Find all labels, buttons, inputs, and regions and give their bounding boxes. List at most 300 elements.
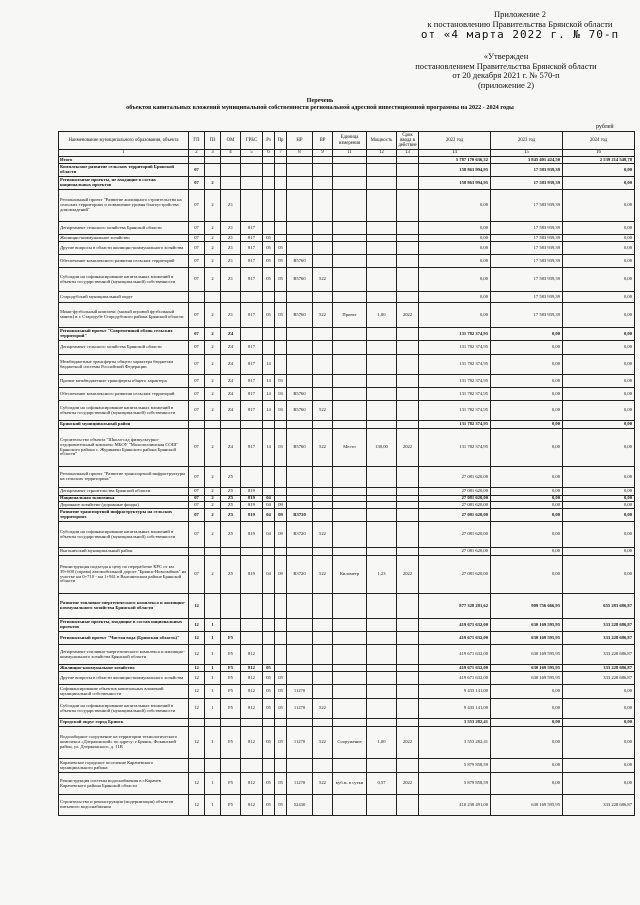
table-cell: [205, 719, 221, 727]
table-row: [59, 328, 635, 341]
table-cell: 1: [205, 632, 221, 645]
table-cell: [221, 594, 241, 619]
table-cell: 1,00: [367, 727, 397, 759]
table-cell: [275, 157, 287, 164]
table-cell: 1: [205, 795, 221, 816]
table-cell: 2022: [397, 556, 419, 594]
table-cell: [189, 759, 205, 773]
table-cell: [287, 665, 313, 672]
table-cell: [313, 235, 333, 242]
table-cell: [397, 242, 419, 255]
table-cell: 12: [189, 795, 205, 816]
table-cell: 0,00: [419, 268, 491, 292]
table-row: [59, 177, 635, 190]
table-cell: Z4: [221, 388, 241, 401]
table-cell: [397, 355, 419, 375]
table-row: [59, 619, 635, 632]
table-cell: [397, 502, 419, 509]
table-cell: 17 583 939,39: [491, 255, 563, 268]
table-cell: 2: [205, 388, 221, 401]
table-cell: 817: [241, 303, 263, 328]
table-cell: 522: [313, 727, 333, 759]
row-name-cell: Реконструкция системы водоснабжения в г.Карачев Карачевского района Брянской области: [59, 773, 189, 795]
approved-line: постановлением Правительства Брянской области: [415, 60, 597, 71]
table-cell: [333, 594, 367, 619]
row-name-cell: Субсидии на софинансирование капитальных вложений в объекты государственной (муниципальной) собственности: [59, 268, 189, 292]
row-name-cell: Департамент топливно-энергетического комплекса и жилищно-коммунального хозяйства Брянской области: [59, 645, 189, 665]
table-cell: [333, 467, 367, 488]
table-cell: 12: [189, 727, 205, 759]
appendix-line: от «4 марта 2022 г. № 70-п: [420, 28, 620, 42]
table-cell: 05: [263, 242, 275, 255]
column-number: 9: [313, 150, 333, 157]
table-cell: 817: [241, 375, 263, 388]
table-cell: 1,23: [367, 556, 397, 594]
row-name-cell: Субсидии на софинансирование капитальных вложений в объекты государственной (муниципальной) собственности: [59, 699, 189, 719]
appendix-line: Приложение 2: [494, 9, 546, 19]
table-cell: F5: [221, 645, 241, 665]
table-cell: [287, 594, 313, 619]
table-cell: 0,00: [491, 727, 563, 759]
table-cell: [263, 328, 275, 341]
table-cell: 07: [189, 177, 205, 190]
table-cell: [221, 421, 241, 429]
table-cell: 0,00: [563, 235, 635, 242]
table-cell: 522: [313, 401, 333, 421]
row-name-cell: Строительство объекта "Школа-сад физкультурно-оздоровительный комплекс МБОУ "Малополпинская СОШ" Брянского района с. Журиничи Брянского района Брянской области": [59, 429, 189, 467]
table-cell: 2: [205, 467, 221, 488]
table-cell: [397, 328, 419, 341]
row-name-cell: Другие вопросы в области жилищно-коммунального хозяйства: [59, 242, 189, 255]
table-cell: [333, 421, 367, 429]
table-cell: [333, 795, 367, 816]
table-cell: 07: [189, 164, 205, 177]
table-cell: [367, 341, 397, 355]
table-cell: 5 879 858,59: [419, 759, 491, 773]
table-cell: 2: [205, 222, 221, 235]
table-cell: [333, 488, 367, 496]
table-cell: 0,00: [491, 341, 563, 355]
table-cell: [397, 719, 419, 727]
table-cell: [313, 388, 333, 401]
table-cell: [367, 672, 397, 685]
table-cell: 817: [241, 268, 263, 292]
column-header: Срок ввода в действие: [398, 132, 417, 149]
table-cell: 522: [313, 522, 333, 548]
table-cell: 12: [189, 699, 205, 719]
table-cell: 812: [241, 699, 263, 719]
table-cell: F5: [221, 699, 241, 719]
table-cell: 2: [205, 429, 221, 467]
table-cell: [367, 488, 397, 496]
table-cell: [221, 548, 241, 556]
table-row: [59, 421, 635, 429]
table-cell: R5760: [287, 401, 313, 421]
table-cell: 0,00: [491, 502, 563, 509]
table-cell: [313, 341, 333, 355]
table-row: [59, 235, 635, 242]
table-cell: R3720: [287, 556, 313, 594]
table-cell: 17 583 939,39: [491, 292, 563, 303]
table-cell: [367, 375, 397, 388]
table-cell: [221, 292, 241, 303]
row-name-cell: Обеспечение комплексного развития сельских территорий: [59, 255, 189, 268]
table-cell: 27 081 620,00: [419, 467, 491, 488]
table-row: [59, 509, 635, 522]
table-cell: [275, 467, 287, 488]
table-cell: [275, 190, 287, 222]
table-cell: 07: [189, 467, 205, 488]
table-cell: 630 169 595,95: [491, 632, 563, 645]
table-cell: [275, 719, 287, 727]
table-cell: [205, 421, 221, 429]
table-cell: 03: [275, 429, 287, 467]
table-cell: [397, 375, 419, 388]
table-cell: 0,00: [491, 719, 563, 727]
row-name-cell: Региональный проект "Развитие жилищного строительства на сельских территориях и повышение уровня благоустройства домовладений": [59, 190, 189, 222]
table-cell: 0,00: [563, 429, 635, 467]
table-cell: 27 081 620,00: [419, 502, 491, 509]
table-cell: [275, 292, 287, 303]
table-cell: 0,00: [491, 685, 563, 699]
row-name-cell: Национальная экономика: [59, 496, 189, 502]
table-cell: 0,00: [563, 759, 635, 773]
table-cell: 1: [205, 672, 221, 685]
table-cell: 05: [275, 303, 287, 328]
table-cell: Z4: [221, 401, 241, 421]
column-number: 16: [563, 150, 635, 157]
table-cell: [205, 157, 221, 164]
table-cell: [287, 164, 313, 177]
table-cell: 877 328 281,62: [419, 594, 491, 619]
table-cell: [275, 421, 287, 429]
table-cell: 333 228 686,87: [563, 632, 635, 645]
table-row: [59, 255, 635, 268]
table-cell: 52430: [287, 795, 313, 816]
table-cell: [397, 759, 419, 773]
table-cell: [263, 632, 275, 645]
table-cell: 2022: [397, 773, 419, 795]
table-cell: [313, 255, 333, 268]
table-cell: [333, 355, 367, 375]
table-cell: 12: [189, 685, 205, 699]
table-cell: [275, 177, 287, 190]
table-row: [59, 268, 635, 292]
table-cell: 0,00: [563, 421, 635, 429]
table-cell: [397, 164, 419, 177]
table-cell: 05: [263, 672, 275, 685]
table-cell: [263, 157, 275, 164]
row-name-cell: Департамент сельского хозяйства Брянской области: [59, 341, 189, 355]
table-cell: 1: [205, 699, 221, 719]
table-cell: [333, 632, 367, 645]
table-cell: [397, 292, 419, 303]
table-row: [59, 242, 635, 255]
table-cell: 1: [205, 773, 221, 795]
row-name-cell: Брянский муниципальный район: [59, 421, 189, 429]
table-cell: 131 782 374,95: [419, 388, 491, 401]
table-cell: 12: [189, 619, 205, 632]
table-cell: [313, 375, 333, 388]
table-cell: 17 583 939,39: [491, 268, 563, 292]
table-cell: 0,00: [563, 341, 635, 355]
table-cell: 07: [189, 556, 205, 594]
table-cell: [333, 235, 367, 242]
table-cell: 817: [241, 255, 263, 268]
table-cell: 2: [205, 522, 221, 548]
table-cell: [333, 268, 367, 292]
table-cell: 0,00: [563, 328, 635, 341]
table-cell: 0,00: [563, 467, 635, 488]
table-cell: [241, 328, 263, 341]
table-cell: [367, 222, 397, 235]
column-number: 3: [205, 150, 221, 157]
table-cell: 0,00: [563, 164, 635, 177]
table-cell: F5: [221, 727, 241, 759]
table-cell: [205, 164, 221, 177]
table-cell: 17 583 939,39: [491, 177, 563, 190]
table-cell: 07: [189, 388, 205, 401]
row-name-cell: Региональные проекты, входящие в состав национальных проектов: [59, 619, 189, 632]
table-cell: [263, 467, 275, 488]
table-row: [59, 292, 635, 303]
table-cell: [275, 619, 287, 632]
table-cell: [313, 177, 333, 190]
table-cell: 05: [275, 242, 287, 255]
table-cell: 11270: [287, 699, 313, 719]
table-cell: 2022: [397, 727, 419, 759]
table-cell: 0,00: [419, 242, 491, 255]
table-cell: [313, 502, 333, 509]
column-header: ГП: [189, 132, 205, 150]
table-cell: 2: [205, 401, 221, 421]
table-cell: 819: [241, 509, 263, 522]
table-cell: R3720: [287, 522, 313, 548]
table-cell: [397, 190, 419, 222]
table-cell: 0,00: [563, 773, 635, 795]
table-cell: 158 863 994,95: [419, 164, 491, 177]
table-cell: 0,00: [563, 727, 635, 759]
table-cell: 07: [189, 496, 205, 502]
table-cell: [367, 665, 397, 672]
row-name-cell: Региональный проект "Развитие транспортной инфраструктуры на сельских территориях": [59, 467, 189, 488]
table-cell: 05: [263, 303, 275, 328]
table-cell: 27 081 620,00: [419, 522, 491, 548]
table-cell: [333, 328, 367, 341]
table-cell: 0,00: [491, 429, 563, 467]
table-cell: 0,00: [419, 235, 491, 242]
table-row: [59, 632, 635, 645]
table-cell: Z5: [221, 556, 241, 594]
table-cell: 12: [189, 665, 205, 672]
table-cell: [313, 355, 333, 375]
column-number: 2: [189, 150, 205, 157]
table-cell: F5: [221, 632, 241, 645]
table-cell: [397, 594, 419, 619]
table-cell: 2: [205, 190, 221, 222]
table-cell: R5760: [287, 429, 313, 467]
table-cell: [263, 719, 275, 727]
table-row: [59, 645, 635, 665]
row-name-cell: Карачевское городское поселение Карачевского муниципального района: [59, 759, 189, 773]
table-cell: F5: [221, 773, 241, 795]
table-cell: 2: [205, 242, 221, 255]
column-number: 6: [263, 150, 275, 157]
table-cell: 12: [189, 773, 205, 795]
table-cell: 03: [275, 388, 287, 401]
table-cell: 0,00: [419, 222, 491, 235]
table-cell: 9 433 141,00: [419, 699, 491, 719]
table-cell: 0,57: [367, 773, 397, 795]
table-cell: R3720: [287, 509, 313, 522]
table-cell: [367, 164, 397, 177]
table-cell: 11270: [287, 685, 313, 699]
table-cell: 14: [263, 375, 275, 388]
table-cell: 07: [189, 235, 205, 242]
column-number: 1: [59, 150, 189, 157]
table-cell: 1: [205, 645, 221, 665]
table-cell: 07: [189, 303, 205, 328]
table-cell: [221, 719, 241, 727]
table-cell: 419 671 632,00: [419, 632, 491, 645]
table-cell: 07: [189, 355, 205, 375]
table-cell: [367, 177, 397, 190]
table-cell: 3 553 282,41: [419, 719, 491, 727]
table-cell: [333, 341, 367, 355]
table-cell: [367, 685, 397, 699]
table-cell: [263, 594, 275, 619]
table-cell: [397, 548, 419, 556]
table-row: [59, 190, 635, 222]
table-cell: [367, 421, 397, 429]
table-cell: [367, 759, 397, 773]
table-cell: [333, 665, 367, 672]
table-cell: 817: [241, 401, 263, 421]
row-name-cell: Мини-футбольный комплекс (малый игровой футбольный манеж) в г. Стародубе Стародубского района Брянской области: [59, 303, 189, 328]
table-cell: 0,00: [563, 268, 635, 292]
table-cell: Z4: [221, 328, 241, 341]
table-cell: [367, 268, 397, 292]
table-cell: 11270: [287, 773, 313, 795]
table-cell: [275, 328, 287, 341]
table-cell: [287, 292, 313, 303]
table-cell: 0,00: [491, 773, 563, 795]
row-name-cell: Другие вопросы в области жилищно-коммунального хозяйства: [59, 672, 189, 685]
table-cell: Z1: [221, 222, 241, 235]
table-row: [59, 699, 635, 719]
table-cell: [333, 222, 367, 235]
row-name-cell: Комплексное развитие сельских территорий Брянской области: [59, 164, 189, 177]
currency-unit: рублей: [596, 124, 614, 130]
table-cell: [397, 645, 419, 665]
table-cell: 12: [189, 672, 205, 685]
table-cell: [241, 467, 263, 488]
table-cell: 1,00: [367, 303, 397, 328]
table-cell: [333, 255, 367, 268]
table-cell: 27 081 620,00: [419, 556, 491, 594]
table-cell: [397, 795, 419, 816]
table-cell: 17 583 939,39: [491, 190, 563, 222]
table-cell: 05: [263, 773, 275, 795]
table-cell: 131 782 374,95: [419, 328, 491, 341]
table-cell: 0,00: [563, 375, 635, 388]
table-cell: [313, 421, 333, 429]
table-cell: 817: [241, 355, 263, 375]
table-cell: [313, 719, 333, 727]
table-cell: Z1: [221, 242, 241, 255]
table-cell: [263, 177, 275, 190]
table-cell: 05: [263, 235, 275, 242]
table-cell: 2: [205, 235, 221, 242]
table-cell: [333, 522, 367, 548]
table-cell: куб.м. в сутки: [333, 773, 367, 795]
table-cell: 0,00: [563, 242, 635, 255]
row-name-cell: Стародубский муниципальный округ: [59, 292, 189, 303]
table-cell: 2: [205, 328, 221, 341]
table-cell: 05: [275, 268, 287, 292]
table-cell: Z1: [221, 235, 241, 242]
table-cell: [263, 190, 275, 222]
column-header: 2023 год: [491, 132, 563, 150]
table-cell: [397, 222, 419, 235]
table-cell: 2 539 214 548,78: [563, 157, 635, 164]
table-cell: 12: [189, 594, 205, 619]
table-cell: 27 081 620,00: [419, 496, 491, 502]
table-cell: [287, 645, 313, 665]
table-cell: [263, 421, 275, 429]
table-cell: [313, 190, 333, 222]
table-cell: 14: [263, 388, 275, 401]
table-cell: [313, 645, 333, 665]
table-cell: [333, 719, 367, 727]
table-cell: [367, 355, 397, 375]
table-cell: 2: [205, 268, 221, 292]
table-cell: 1: [205, 665, 221, 672]
table-cell: 03: [275, 401, 287, 421]
table-cell: R5760: [287, 388, 313, 401]
table-cell: [263, 488, 275, 496]
table-cell: 3 553 282,41: [419, 727, 491, 759]
table-cell: 333 228 686,87: [563, 665, 635, 672]
table-cell: 0,00: [563, 496, 635, 502]
table-cell: 419 671 632,00: [419, 665, 491, 672]
table-cell: [263, 222, 275, 235]
table-cell: [275, 341, 287, 355]
table-cell: 131 782 374,95: [419, 421, 491, 429]
table-cell: [275, 222, 287, 235]
table-cell: 410 238 491,00: [419, 795, 491, 816]
column-number: 5: [241, 150, 263, 157]
table-cell: 17 583 939,39: [491, 164, 563, 177]
table-cell: 817: [241, 235, 263, 242]
column-header: ВР: [313, 132, 333, 150]
table-cell: [241, 632, 263, 645]
table-row: [59, 795, 635, 816]
table-cell: 04: [263, 509, 275, 522]
table-cell: F5: [221, 685, 241, 699]
table-cell: 05: [275, 727, 287, 759]
table-cell: [367, 632, 397, 645]
table-cell: 07: [189, 509, 205, 522]
table-cell: 2: [205, 509, 221, 522]
table-cell: 630 169 595,95: [491, 619, 563, 632]
table-cell: [205, 759, 221, 773]
table-cell: 0,00: [563, 388, 635, 401]
table-cell: 2: [205, 375, 221, 388]
table-cell: 419 671 632,00: [419, 645, 491, 665]
table-row: [59, 594, 635, 619]
column-header: Мощность: [367, 132, 397, 150]
